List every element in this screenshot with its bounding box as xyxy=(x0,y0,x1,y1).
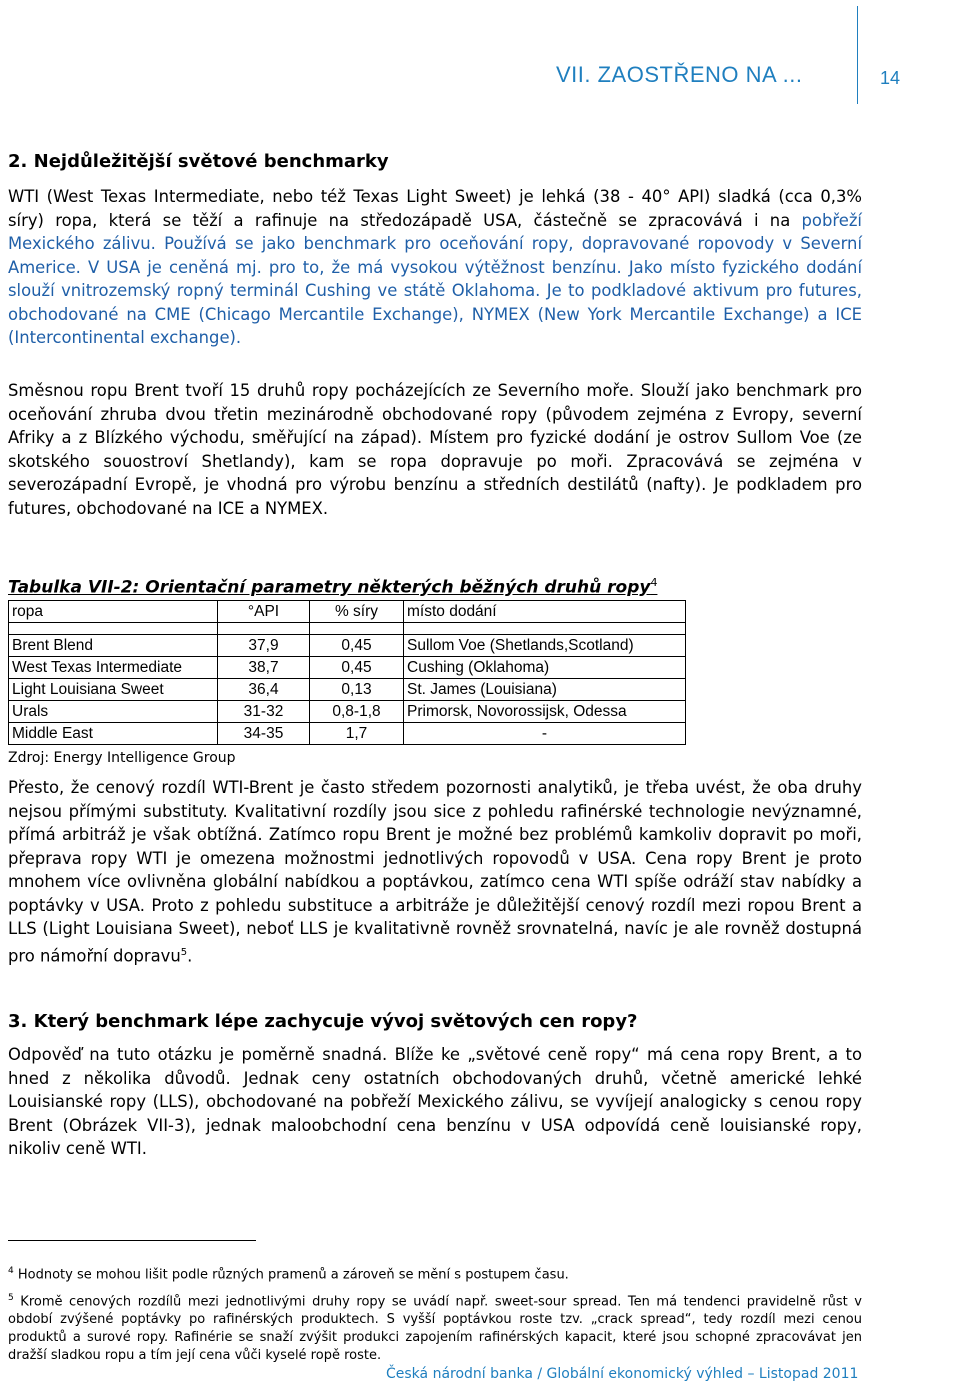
table-row xyxy=(9,657,686,679)
benchmark-answer-paragraph: Odpověď na tuto otázku je poměrně snadná. Blíže ke „světové ceně ropy“ má cena ropy Brent, a to hned z několika důvodů. Jednak ceny ostatních obchodovaných druhů, včetně americké lehké Louisianské ropy (LLS), obchodované na pobřeží Mexického zálivu, se vyvíjejí analogicky s cenou ropy Brent (Obrázek VII-3), jednak maloobchodní cena benzínu v USA odpovídá ceně louisianské ropy, nikoliv ceně WTI. xyxy=(8,1045,862,1158)
footnote-divider xyxy=(8,1240,256,1241)
cell-sulfur: 1,7 xyxy=(310,723,404,745)
header-cell-api: °API xyxy=(218,601,310,623)
header-cell-sulfur: % síry xyxy=(310,601,404,623)
table-row xyxy=(9,679,686,701)
table-spacer-row xyxy=(9,623,686,635)
table-row xyxy=(9,635,686,657)
crude-parameters-table xyxy=(8,600,686,745)
wti-brent-spread-paragraph xyxy=(8,776,862,967)
cell-delivery: Sullom Voe (Shetlands,Scotland) xyxy=(404,635,686,657)
cell-crude: West Texas Intermediate xyxy=(9,657,218,679)
cell-sulfur: 0,45 xyxy=(310,635,404,657)
table-row xyxy=(9,701,686,723)
footnote-ref-5: 5 xyxy=(180,946,188,958)
footnote-4-text: Hodnoty se mohou lišit podle různých pramenů a zároveň se mění s postupem času. xyxy=(13,1267,569,1283)
cell-crude: Brent Blend xyxy=(9,635,218,657)
table-header-row xyxy=(9,601,686,623)
wti-paragraph-a: WTI (West Texas Intermediate, nebo též Texas Light Sweet) je lehká (38 - 40° API) sladká (cca 0,3% síry) ropa, která se těží a rafinuje na středozápadě USA, částečně se zpracovává i na xyxy=(8,187,862,230)
footnote-4-number: 4 xyxy=(8,1266,14,1276)
wti-paragraph-c: Používá se jako benchmark pro oceňování ropy, dopravované ropovody v Severní Americe. V USA je ceněná mj. pro to, že má vysokou výtěžnost benzínu. Jako místo fyzického dodání slouží vnitrozemský ropný terminál Cushing ve státě Oklahoma. Je to podkladové aktivum pro futures, obchodované na CME (Chicago Mercantile Exchange), NYMEX (New York Mercantile Exchange) a ICE (Intercontinental exchange). xyxy=(8,234,862,347)
cell-crude: Light Louisiana Sweet xyxy=(9,679,218,701)
footnote-5 xyxy=(8,1289,862,1365)
header-cell-delivery: místo dodání xyxy=(404,601,686,623)
cell-api: 34-35 xyxy=(218,723,310,745)
cell-api: 36,4 xyxy=(218,679,310,701)
cell-delivery: Primorsk, Novorossijsk, Odessa xyxy=(404,701,686,723)
section-2-heading: 2. Nejdůležitější světové benchmarky xyxy=(8,151,389,172)
page-footer: Česká národní banka / Globální ekonomický výhled – Listopad 2011 xyxy=(386,1366,859,1382)
cell-crude: Middle East xyxy=(9,723,218,745)
footnote-4 xyxy=(8,1262,862,1284)
cell-delivery: St. James (Louisiana) xyxy=(404,679,686,701)
cell-api: 38,7 xyxy=(218,657,310,679)
cell-delivery: - xyxy=(404,723,686,745)
cell-api: 37,9 xyxy=(218,635,310,657)
table-source: Zdroj: Energy Intelligence Group xyxy=(8,750,236,766)
header-cell-crude: ropa xyxy=(9,601,218,623)
running-header-title: VII. ZAOSTŘENO NA ... xyxy=(556,62,803,87)
table-row xyxy=(9,723,686,745)
cell-api: 31-32 xyxy=(218,701,310,723)
cell-sulfur: 0,45 xyxy=(310,657,404,679)
section-3-heading: 3. Který benchmark lépe zachycuje vývoj světových cen ropy? xyxy=(8,1011,638,1032)
cell-sulfur: 0,13 xyxy=(310,679,404,701)
table-caption-footnote-ref: 4 xyxy=(650,576,658,589)
cell-delivery: Cushing (Oklahoma) xyxy=(404,657,686,679)
wti-paragraph-b: pobřeží Mexického zálivu. xyxy=(8,210,862,253)
page-number: 14 xyxy=(880,68,901,88)
spread-paragraph-end: . xyxy=(187,945,193,965)
cell-crude: Urals xyxy=(9,701,218,723)
cell-sulfur: 0,8-1,8 xyxy=(310,701,404,723)
table-caption-text: Tabulka VII-2: Orientační parametry některých běžných druhů ropy xyxy=(8,577,651,598)
wti-paragraph xyxy=(8,185,862,350)
footnote-5-number: 5 xyxy=(8,1293,14,1303)
footnote-5-text: Kromě cenových rozdílů mezi jednotlivými druhy ropy se uvádí např. sweet-sour spread. Ten má tendenci pravidelně růst v období zvýšené poptávky po rafinérských produktech. S vyšší poptávkou roste tzv. „crack spread“, tedy rozdíl mezi cenou produktů a surové ropy. Rafinérie se snaží zvýšit produkci zapojením rafinérských kapacit, které jsou schopné zpracovávat jen dražší sladkou ropu a tím její cena vůči kyselé ropě roste. xyxy=(8,1294,862,1364)
brent-paragraph: Směsnou ropu Brent tvoří 15 druhů ropy pocházejících ze Severního moře. Slouží jako benchmark pro oceňování zhruba dvou třetin mezinárodně obchodované ropy (původem zejména z Evropy, severní Afriky a z Blízkého východu, směřující na západ). Místem pro fyzické dodání je ostrov Sullom Voe (ze skotského souostroví Shetlandy), kam se ropa dopravuje po moři. Zpracovává se zejména v severozápadní Evropě, je vhodná pro výrobu benzínu a středních destilátů (nafty). Je podkladem pro futures, obchodované na ICE a NYMEX. xyxy=(8,381,862,518)
header-divider xyxy=(857,6,858,104)
table-caption xyxy=(8,576,657,598)
spread-paragraph-text: Přesto, že cenový rozdíl WTI-Brent je často středem pozornosti analytiků, je třeba uvést, že oba druhy nejsou přímými substituty. Kvalitativní rozdíly jsou sice z pohledu rafinérské technologie nevýznamné, přímá arbitráž je však obtížná. Zatímco ropu Brent je možné bez problémů kamkoliv dopravit po moři, přeprava ropy WTI je omezena možnostmi jednotlivých ropovodů v USA. Cena ropy Brent je proto mnohem více ovlivněna globální nabídkou a poptávkou, zatímco cena WTI spíše odráží stav nabídky a poptávky v USA. Proto z pohledu substituce a arbitráže je důležitější cenový rozdíl mezi ropou Brent a LLS (Light Louisiana Sweet), neboť LLS je kvalitativně rovněž srovnatelná, navíc je ale rovněž dostupná pro námořní dopravu xyxy=(8,778,862,965)
